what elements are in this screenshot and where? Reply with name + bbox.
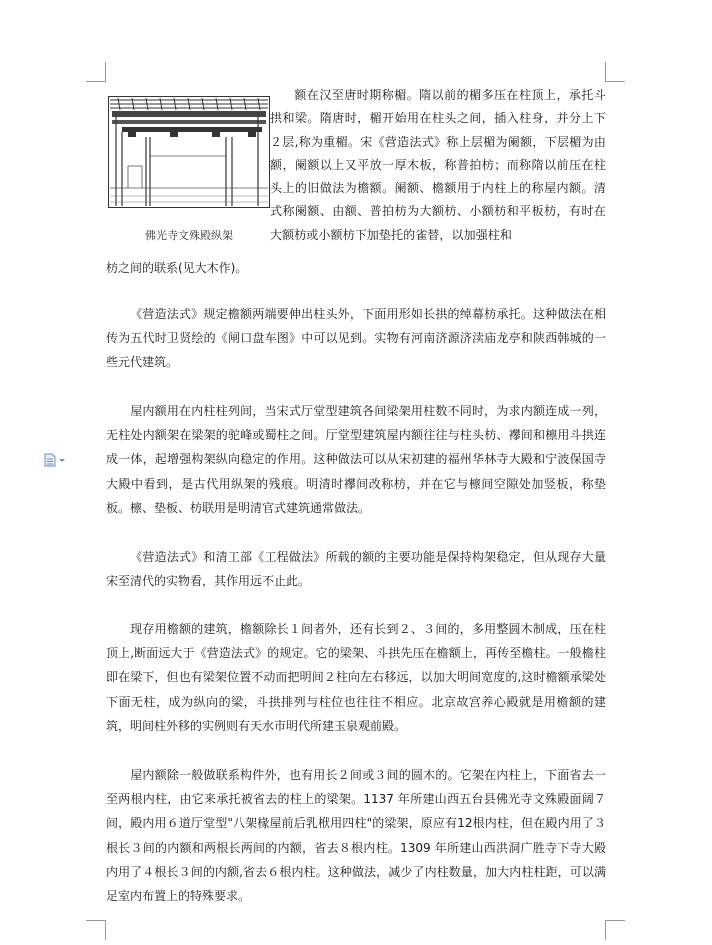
crop-mark-bottom-left (105, 920, 106, 940)
paragraph-1-tail: 枋之间的联系(见大木作)。 (106, 261, 248, 275)
crop-mark-bottom-left-h (86, 920, 106, 921)
paragraph-3-text: 屋内额用在内柱柱列间，当宋式厅堂型建筑各间梁架用柱数不同时，为求内额连成一列，无柱处内额架在梁架的驼峰或蜀柱之间。厅堂型建筑屋内额往往与柱头枋、襻间和檩用斗拱连成一体，起增强构架纵向稳定的作用。这种做法可以从宋初建的福州华林寺大殿和宁波保国寺大殿中看到，是古代用纵架的残痕。明清时襻间改称枋，并在它与檩间空隙处加竖板，称垫板。檩、垫板、枋联用是明清官式建筑通常做法。 (106, 404, 606, 515)
paragraph-1-side (270, 84, 606, 247)
paragraph-5-text: 现存用檐额的建筑，檐额除长１间者外，还有长到２、３间的，多用整圆木制成，压在柱顶上,断面远大于《营造法式》的规定。它的梁架、斗拱先压在檐额上，再传至檐柱。一般檐柱即在梁下，但也有梁架位置不动而把明间２柱向左右移远，以加大明间宽度的,这时檐额承梁处下面无柱，成为纵向的梁，斗拱排列与柱位也往往不相应。北京故宫养心殿就是用檐额的建筑，明间柱外移的实例则有天水市明代所建玉泉观前殿。 (106, 622, 606, 733)
crop-mark-top-right-h (605, 81, 625, 82)
crop-mark-top-left-h (86, 81, 106, 82)
crop-mark-top-left (105, 62, 106, 82)
paragraph-1-text: 额在汉至唐时期称楣。隋以前的楣多压在柱顶上，承托斗拱和梁。隋唐时，楣开始用在柱头之间，插入柱身，并分上下２层,称为重楣。宋《营造法式》称上层楣为阑额，下层楣为由额，阑额以上又平放一厚木板，称普拍枋；而称隋以前压在柱头上的旧做法为檐额。阑额、檐额用于内柱上的称屋内额。清式称阑额、由额、普拍枋为大额枋、小额枋和平板枋，有时在大额枋或小额枋下加垫托的雀替，以加强柱和 (270, 88, 606, 242)
paragraph-4 (106, 545, 606, 593)
document-icon[interactable] (44, 452, 66, 466)
paragraph-2 (106, 302, 606, 375)
figure-caption: 佛光寺文殊殿纵架 (145, 229, 233, 242)
paragraph-6-text: 屋内额除一般做联系构件外，也有用长２间或３间的圆木的。它架在内柱上，下面省去一至两根内柱，由它来承托被省去的柱上的梁架。1137 年所建山西五台县佛光寺文殊殿面阔７间，殿内用６道厅堂型"八架椽屋前后乳栿用四柱"的梁架，原应有12根内柱，但在殿内用了３根长３间的内额和两根长两间的内额，省去８根内柱。1309 年所建山西洪洞广胜寺下寺大殿内用了４根长３间的内额,省去６根内柱。这种做法，减少了内柱数量，加大内柱柱距，可以满足室内布置上的特殊要求。 (106, 768, 606, 904)
figure (108, 96, 270, 246)
paragraph-6 (106, 763, 606, 908)
paragraph-3 (106, 399, 606, 520)
paragraph-4-text: 《营造法式》和清工部《工程做法》所载的额的主要功能是保持构架稳定，但从现存大量宋至清代的实物看，其作用远不止此。 (106, 550, 606, 589)
temple-frame-illustration (108, 96, 270, 208)
crop-mark-bottom-right (605, 920, 606, 940)
crop-mark-bottom-right-h (605, 920, 625, 921)
paragraph-2-text: 《营造法式》规定檐额两端要伸出柱头外，下面用形如长拱的绰幕枋承托。这种做法在相传为五代时卫贤绘的《闸口盘车图》中可以见到。实物有河南济源济渎庙龙亭和陕西韩城的一些元代建筑。 (106, 307, 606, 370)
crop-mark-top-right (605, 62, 606, 82)
paragraph-5 (106, 617, 606, 738)
